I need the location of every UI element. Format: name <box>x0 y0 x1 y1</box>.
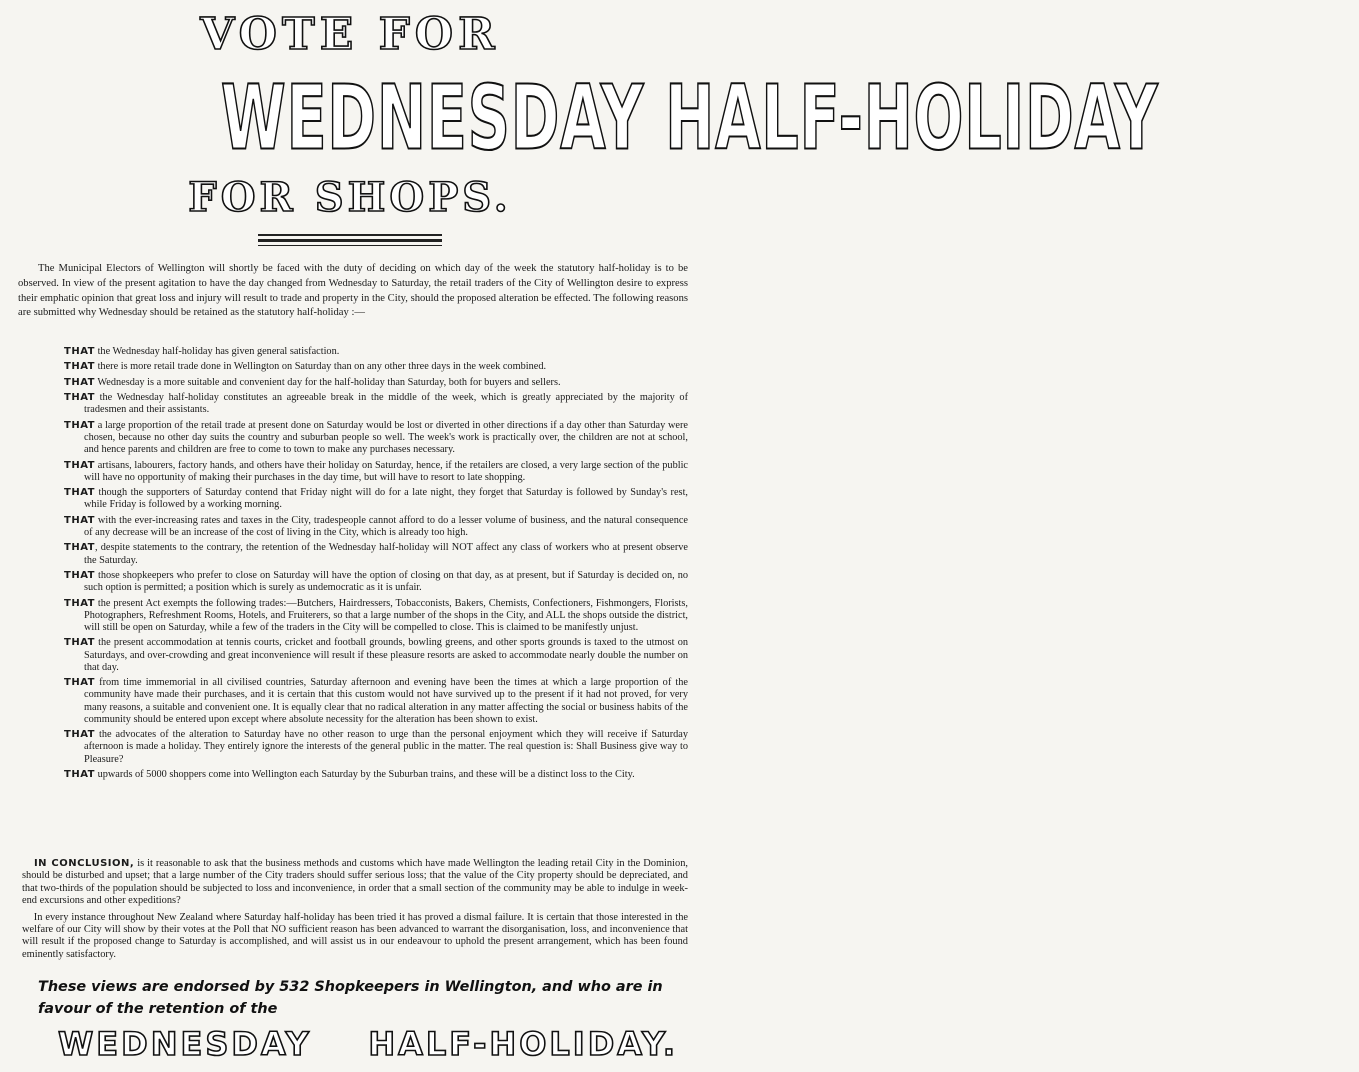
reason-prefix: THAT <box>64 542 95 554</box>
reason-text: the present accommodation at tennis courts, cricket and football grounds, bowling greens, and other sports grounds is taxed to the utmost on Saturdays, and over-crowding and great inconvenience will result if these pleasure resorts are asked to accommodate nearly double the number on that day. <box>84 637 688 673</box>
conclusion-section <box>22 858 688 965</box>
reason-text: the Wednesday half-holiday has given general satisfaction. <box>97 346 340 357</box>
heading-for-shops: FOR SHOPS. <box>188 174 512 221</box>
reasons-list <box>64 346 688 784</box>
reason-prefix: THAT <box>64 361 95 373</box>
reason-item <box>64 729 688 766</box>
reason-text: though the supporters of Saturday contend that Friday night will do for a late night, they forget that Saturday is followed by Sunday's rest, while Friday is followed by a working morning. <box>84 487 689 511</box>
reason-prefix: THAT <box>64 597 95 609</box>
reason-text: there is more retail trade done in Wellington on Saturday than on any other three days in the week combined. <box>97 361 547 373</box>
reason-text: Wednesday is a more suitable and convenient day for the half-holiday than Saturday, both for buyers and sellers. <box>97 376 561 388</box>
reason-item <box>64 346 688 358</box>
reason-prefix: THAT <box>64 346 95 357</box>
reason-prefix: THAT <box>64 677 95 689</box>
reason-item: THAT, despite statements to the contrary, the retention of the Wednesday half-holiday will NOT affect any class of workers who at present observe the Saturday. <box>64 542 689 566</box>
conclusion-paragraph <box>22 858 688 908</box>
reason-prefix: THAT <box>64 768 95 780</box>
intro-paragraph <box>18 262 688 321</box>
reason-prefix: THAT <box>64 729 95 741</box>
reason-prefix: THAT <box>64 459 95 471</box>
reason-text: from time immemorial in all civilised countries, Saturday afternoon and evening have been the times at which a large proportion of the community have made their purchases, and it is certain that this custom would not have survived up to the present if it had not proved, for very many reasons, a suitable and convenient one. It is equally clear that no radical alteration in any matter affecting the social or business habits of the community should be entered upon except where absolute necessity for the alteration has been shown to exist. <box>84 677 688 725</box>
reason-prefix: THAT <box>64 637 95 649</box>
reason-text: despite statements to the contrary, the retention of the Wednesday half-holiday will NOT affect any class of workers who at present observe the Saturday. <box>84 542 689 566</box>
closing-banner-wednesday: WEDNESDAY <box>58 1025 312 1063</box>
reason-text: with the ever-increasing rates and taxes in the City, tradespeople cannot afford to do a lesser volume of business, and the natural consequence of any decrease will be an increase of the cost of living in the City, which is already too high. <box>84 514 688 538</box>
reason-item <box>64 769 688 781</box>
reason-text: the present Act exempts the following trades:—Butchers, Hairdressers, Tobacconists, Bakers, Chemists, Confectioners, Fishmongers, Florists, Photographers, Refreshment Rooms, Hotels, and Fruiterers, so that a large number of the shops in the City, and ALL the shops outside the district, will still be open on Saturday, while a few of the traders in the City will be compelled to close. This is claimed to be manifestly unjust. <box>84 597 688 633</box>
reason-text: the Wednesday half-holiday constitutes an agreeable break in the middle of the week, which is greatly appreciated by the majority of tradesmen and their assistants. <box>84 392 688 416</box>
endorsement-statement: These views are endorsed by 532 Shopkeepers in Wellington, and who are in favour of the retention of the <box>38 979 663 1017</box>
reason-item <box>64 460 688 484</box>
reason-prefix: THAT <box>64 487 95 499</box>
reason-text: a large proportion of the retail trade at present done on Saturday would be lost or diverted in other directions if a day other than Saturday were chosen, because no other day suits the country and suburban people so well. The week's work is practically over, the children are not at school, and hence parents and children are free to come to town to make any purchases necessary. <box>84 419 688 456</box>
reason-text: upwards of 5000 shoppers come into Wellington each Saturday by the Suburban trains, and these will be a distinct loss to the City. <box>97 768 635 780</box>
reason-text: those shopkeepers who prefer to close on Saturday will have the option of closing on that day, as at present, but if Saturday is decided on, no such option is permitted; a position which is surely as undemocratic as it is unfair. <box>84 569 688 594</box>
conclusion-lead: IN CONCLUSION, <box>33 858 135 869</box>
reason-prefix: THAT <box>64 419 95 431</box>
reason-prefix: THAT <box>64 569 95 581</box>
divider-rule <box>258 239 442 242</box>
reason-item <box>64 677 688 726</box>
reason-prefix: THAT <box>64 376 95 388</box>
reason-prefix: THAT <box>64 392 95 404</box>
reason-item <box>64 487 688 511</box>
reason-item <box>64 515 688 539</box>
closing-paragraph <box>22 912 688 962</box>
reason-text: artisans, labourers, factory hands, and others have their holiday on Saturday, hence, if the retailers are closed, a very large section of the public will have no opportunity of making their purchases in the day time, but will have to resort to late shopping. <box>84 459 689 483</box>
closing-text: In every instance throughout New Zealand where Saturday half-holiday has been tried it has proved a dismal failure. It is certain that those interested in the welfare of our City will show by their votes at the Poll that NO sufficient reason has been advanced to warrant the disorganisation, loss, and inconvenience that will result if the proposed change to Saturday is accomplished, and will assist us in our endeavour to uphold the present arrangement, which has been found eminently satisfactory. <box>22 911 689 960</box>
heading-vote-for: VOTE FOR <box>200 9 500 60</box>
reason-item <box>64 570 688 594</box>
conclusion-text: is it reasonable to ask that the business methods and customs which have made Wellington the leading retail City in the Dominion, should be disturbed and upset; that a large number of the City traders should suffer serious loss; that the value of the City property should be depreciated, and that two-thirds of the population should be subjected to loss and inconvenience, in order that a small section of the community may be able to indulge in week-end excursions and other expeditions? <box>22 858 689 907</box>
reason-text: the advocates of the alteration to Saturday have no other reason to urge than the personal enjoyment which they will receive if Saturday afternoon is made a holiday. They entirely ignore the interests of the general public in the matter. The real question is: Shall Business give way to Pleasure? <box>84 729 689 765</box>
heading-wednesday-half-holiday <box>20 66 1159 170</box>
intro-text: The Municipal Electors of Wellington will shortly be faced with the duty of deciding on which day of the week the statutory half-holiday is to be observed. In view of the present agitation to have the day changed from Wednesday to Saturday, the retail traders of the City of Wellington desire to express their emphatic opinion that great loss and injury will result to trade and property in the City, should the proposed alteration be effected. The following reasons are submitted why Wednesday should be retained as the statutory half-holiday :— <box>18 263 688 319</box>
reason-item <box>64 598 688 635</box>
reason-prefix: THAT <box>64 514 95 526</box>
reason-item <box>64 637 688 674</box>
divider-rule <box>258 245 442 246</box>
reason-item <box>64 361 688 373</box>
heading-wednesday-text: WEDNESDAY HALF-HOLIDAY <box>220 66 1159 170</box>
closing-banner-half-holiday: HALF-HOLIDAY. <box>368 1025 678 1063</box>
reason-item <box>64 392 688 416</box>
closing-banner <box>58 1024 678 1064</box>
divider-rule <box>258 234 442 236</box>
reason-item <box>64 377 688 389</box>
reason-item <box>64 420 688 457</box>
